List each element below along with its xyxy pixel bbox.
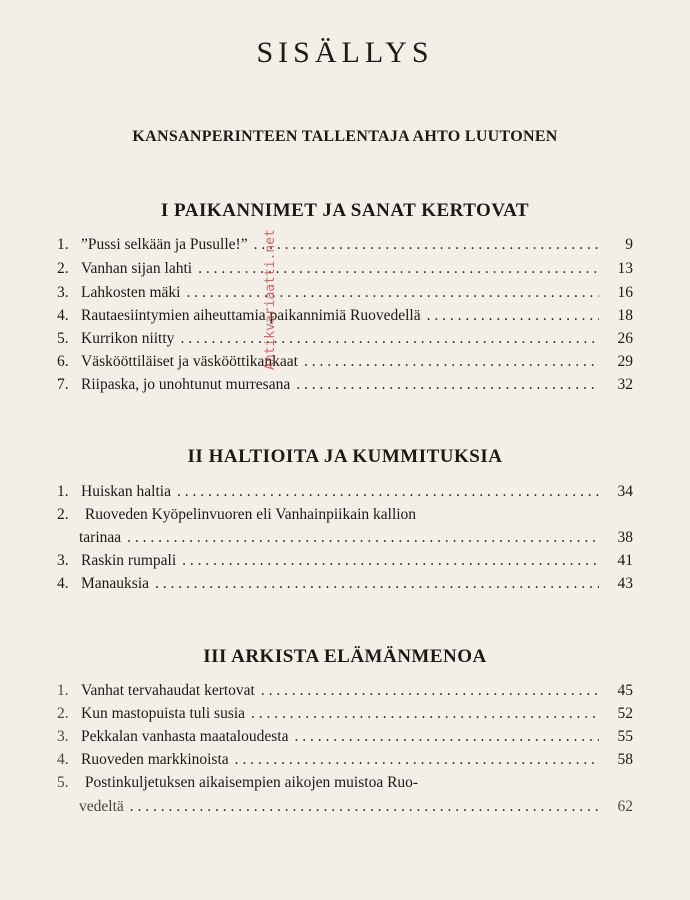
dot-leader <box>130 796 599 818</box>
entry-title: Ruoveden Kyöpelinvuoren eli Vanhainpiikain kallion <box>84 506 417 523</box>
entry-number: 5. <box>57 774 69 791</box>
toc-entry <box>57 481 633 503</box>
dot-leader <box>235 749 599 771</box>
entry-title: Ruoveden markkinoista <box>81 751 229 768</box>
toc-entry <box>57 550 633 572</box>
dot-leader <box>254 234 599 256</box>
subtitle: KANSANPERINTEEN TALLENTAJA AHTO LUUTONEN <box>132 128 558 145</box>
entry-page: 29 <box>617 353 633 370</box>
entry-title: Kun mastopuista tuli susia <box>81 705 246 722</box>
entry-number: 2. <box>57 506 69 523</box>
entry-title: Riipaska, jo unohtunut murresana <box>81 376 291 393</box>
entry-title: Postinkuljetuksen aikaisempien aikojen muistoa Ruo- <box>84 774 419 791</box>
entry-page: 13 <box>617 260 633 277</box>
entry-page: 52 <box>617 705 633 722</box>
entry-number: 1. <box>57 483 69 500</box>
entry-page: 45 <box>617 682 633 699</box>
entry-page: 62 <box>617 798 633 815</box>
entry-title: Manauksia <box>81 575 150 592</box>
entry-title: Vanhat tervahaudat kertovat <box>81 682 255 699</box>
entry-page: 55 <box>617 728 633 745</box>
dot-leader <box>296 374 599 396</box>
entry-number: 4. <box>57 307 69 324</box>
toc-entry <box>57 726 633 748</box>
dot-leader <box>177 481 599 503</box>
section-heading-1: I PAIKANNIMET JA SANAT KERTOVAT <box>160 200 530 221</box>
dot-leader <box>198 258 599 280</box>
section-heading-2: II HALTIOITA JA KUMMITUKSIA <box>187 446 503 467</box>
toc-entry <box>57 374 633 396</box>
toc-entry <box>57 258 633 280</box>
entry-number: 3. <box>57 284 69 301</box>
toc-entry-first-line <box>57 772 633 794</box>
entry-number: 5. <box>57 330 69 347</box>
entry-page: 26 <box>617 330 633 347</box>
toc-entry <box>57 282 633 304</box>
toc-entry <box>57 749 633 771</box>
entry-page: 38 <box>617 529 633 546</box>
entry-number: 3. <box>57 552 69 569</box>
entry-number: 4. <box>57 751 69 768</box>
dot-leader <box>427 305 599 327</box>
entry-number: 7. <box>57 376 69 393</box>
entry-number: 4. <box>57 575 69 592</box>
toc-entry <box>57 328 633 350</box>
entry-page: 16 <box>617 284 633 301</box>
entry-title: Väskööttiläiset ja väskööttikankaat <box>81 353 298 370</box>
entry-number: 1. <box>57 682 69 699</box>
dot-leader <box>294 726 599 748</box>
entry-title: Kurrikon niitty <box>81 330 175 347</box>
entry-page: 34 <box>617 483 633 500</box>
dot-leader <box>182 550 599 572</box>
entry-title: Vanhan sijan lahti <box>81 260 193 277</box>
entry-page: 41 <box>617 552 633 569</box>
entry-title: Pekkalan vanhasta maataloudesta <box>81 728 289 745</box>
entry-title: ”Pussi selkään ja Pusulle!” <box>81 236 248 253</box>
section-heading-3: III ARKISTA ELÄMÄNMENOA <box>203 646 487 667</box>
entry-number: 3. <box>57 728 69 745</box>
dot-leader <box>304 351 599 373</box>
dot-leader <box>180 328 599 350</box>
entry-number: 2. <box>57 705 69 722</box>
entry-number: 6. <box>57 353 69 370</box>
dot-leader <box>251 703 599 725</box>
entry-title: Rautaesiintymien aiheuttamia paikannimiä Ruovedellä <box>81 307 421 324</box>
toc-entry <box>57 703 633 725</box>
dot-leader <box>155 573 599 595</box>
entry-page: 18 <box>617 307 633 324</box>
page-title: SISÄLLYS <box>256 36 434 69</box>
entry-title: Raskin rumpali <box>81 552 177 569</box>
entry-number: 1. <box>57 236 69 253</box>
watermark-stamp: Antikvariaatti.net <box>263 229 278 370</box>
entry-page: 9 <box>625 236 633 253</box>
toc-entry-continuation <box>79 796 633 818</box>
toc-entry-continuation <box>79 527 633 549</box>
entry-title-continuation: tarinaa <box>79 529 122 546</box>
entry-title: Huiskan haltia <box>81 483 171 500</box>
entry-page: 43 <box>617 575 633 592</box>
dot-leader <box>127 527 599 549</box>
entry-title: Lahkosten mäki <box>81 284 181 301</box>
entry-title-continuation: vedeltä <box>79 798 124 815</box>
toc-entry <box>57 234 633 256</box>
entry-number: 2. <box>57 260 69 277</box>
toc-entry <box>57 305 633 327</box>
toc-entry-first-line <box>57 504 633 526</box>
dot-leader <box>186 282 599 304</box>
entry-page: 32 <box>617 376 633 393</box>
entry-page: 58 <box>617 751 633 768</box>
toc-entry <box>57 351 633 373</box>
toc-entry <box>57 573 633 595</box>
dot-leader <box>261 680 599 702</box>
toc-entry <box>57 680 633 702</box>
